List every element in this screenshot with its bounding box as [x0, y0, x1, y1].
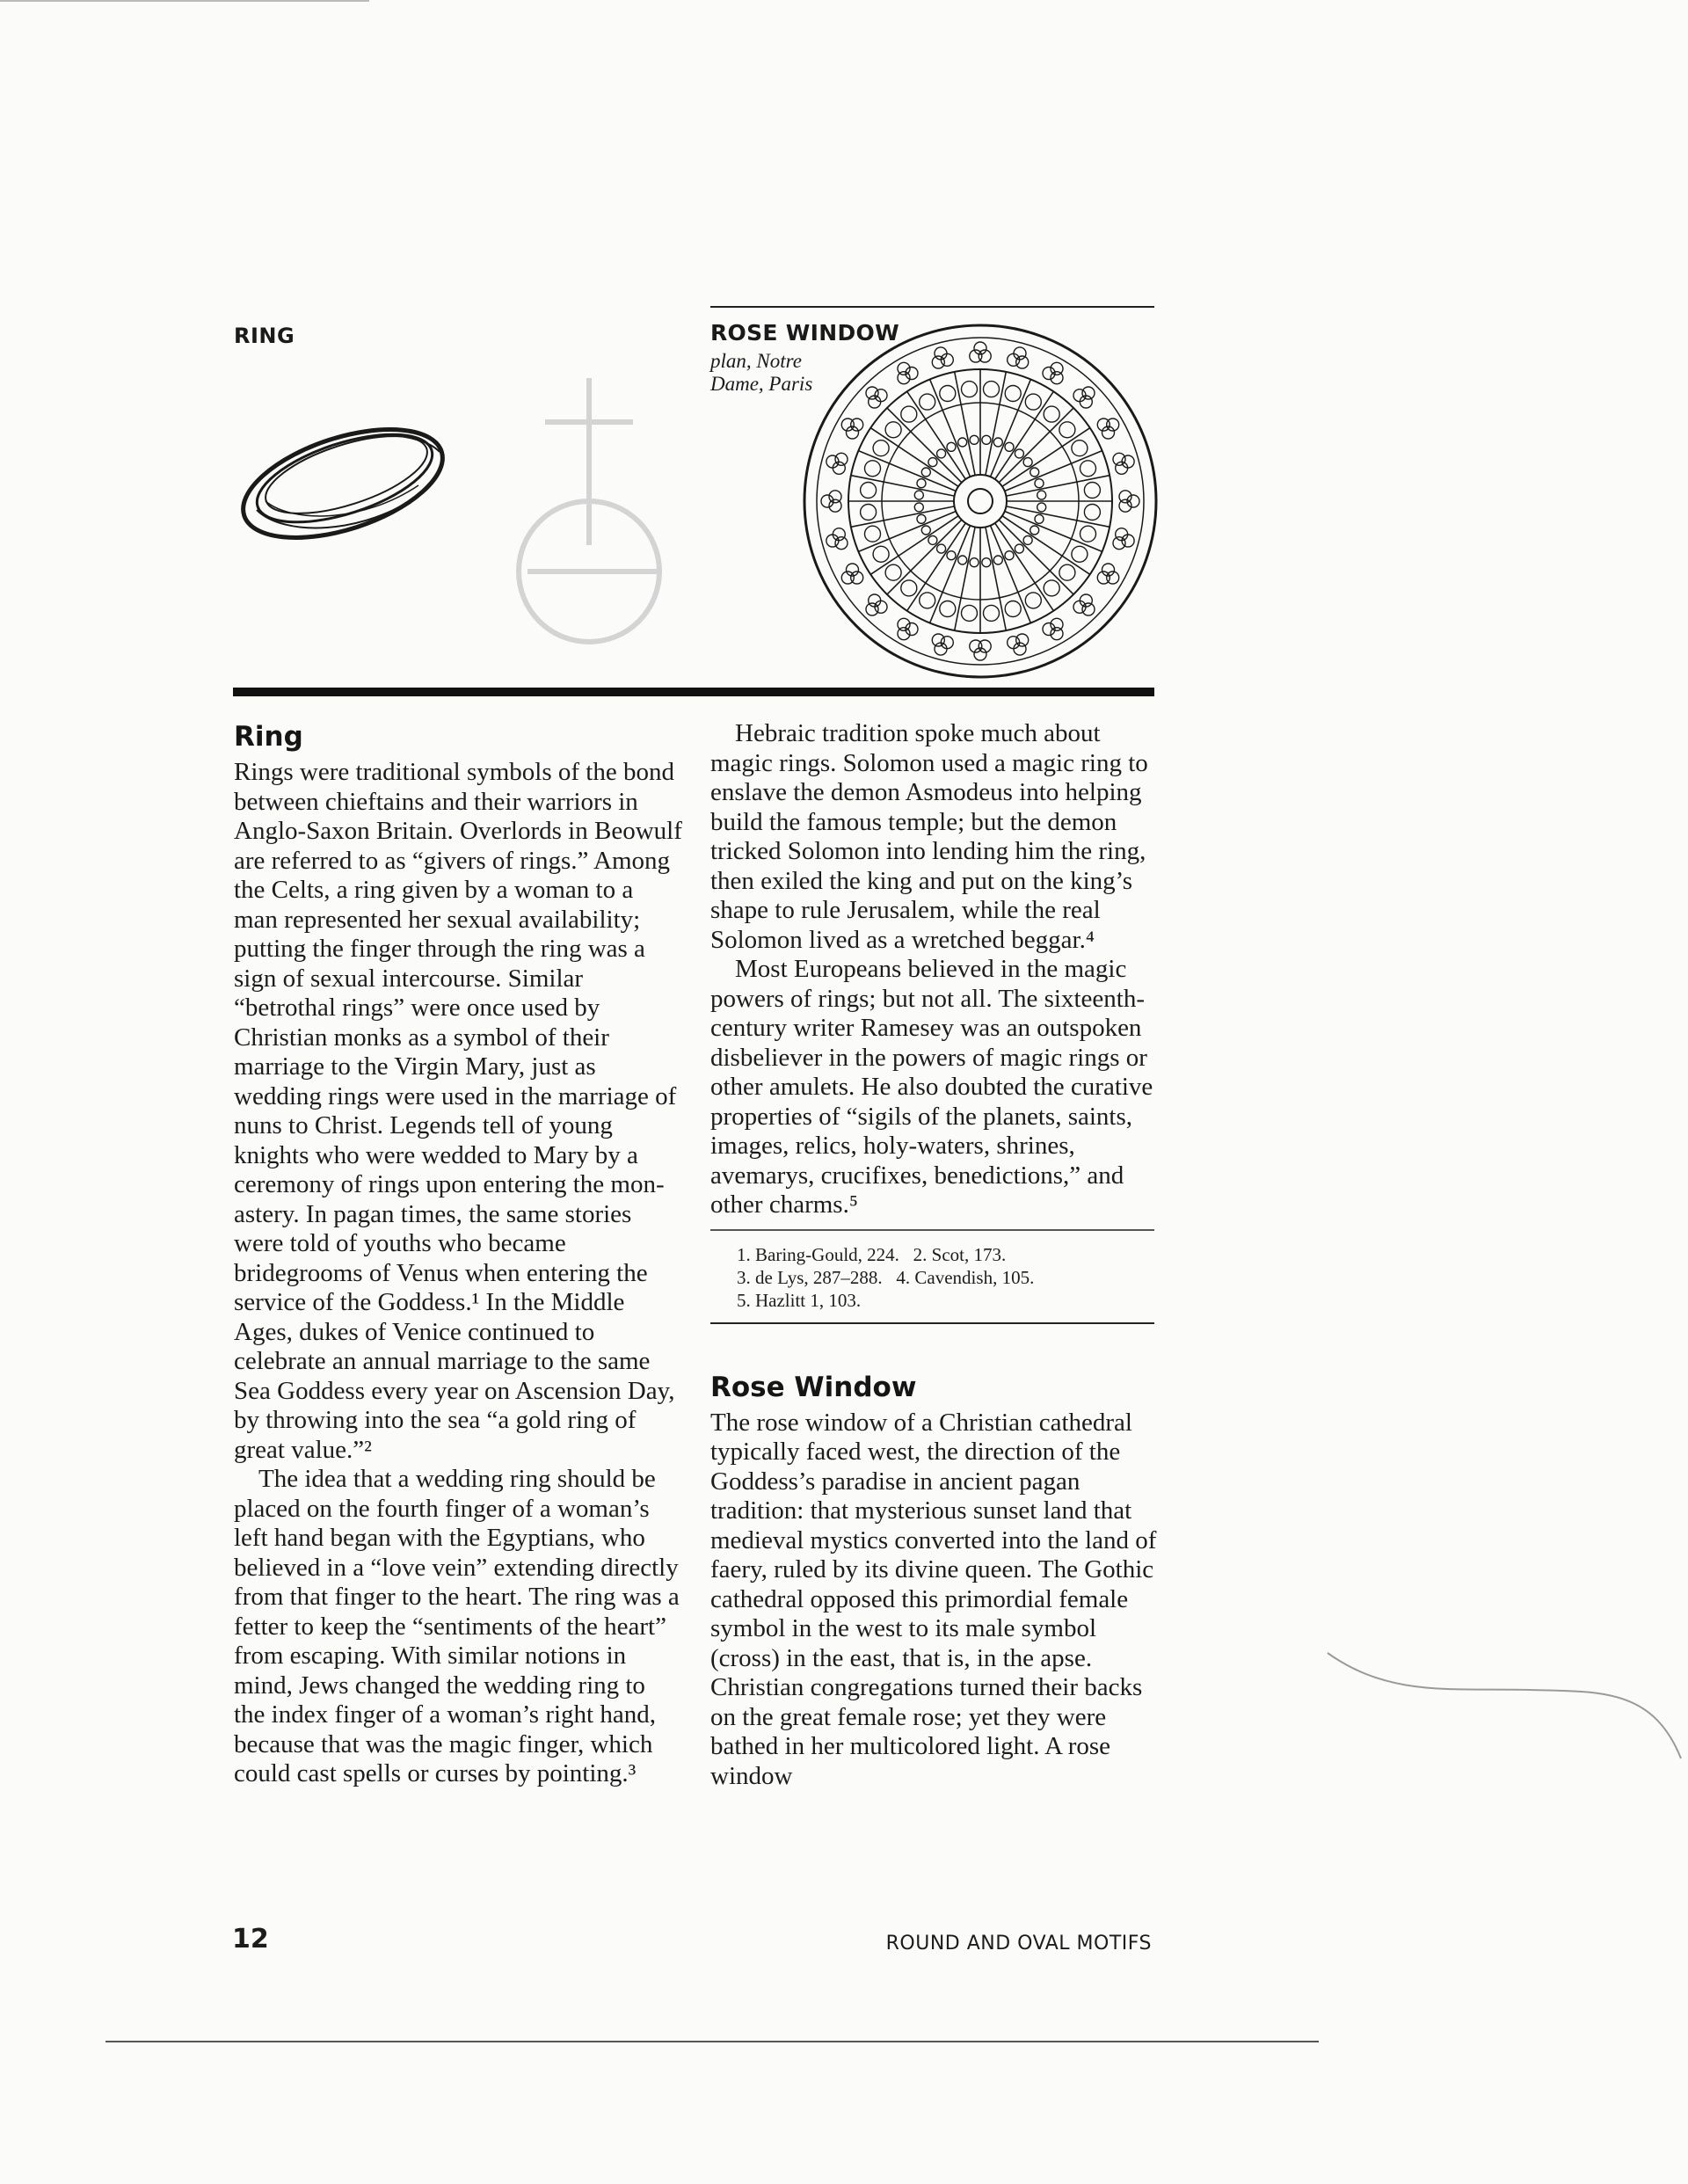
- rose-window-paragraph: The rose window of a Christian cathedral typically faced west, the direction of the Goddess’s paradise in ancient pagan tradition: that mysterious sunset land that medieval mystics converted into the land of faery, ruled by its divine queen. The Gothic cathedral opposed this primordial female symbol in the west to its male symbol (cross) in the east, that is, in the apse. Christian congregations turned their backs on the great female rose; yet they were bathed in her multicolored light. A rose window: [710, 1408, 1157, 1790]
- ring-caption: RING: [234, 324, 295, 348]
- ring-paragraph-2: The idea that a wedding ring should be placed on the fourth finger of a woman’s left hand began with the Egyptians, who believed in a “love vein” extending directly from that finger to the heart. The ring was a fetter to keep the “sentiments of the heart” from escaping. With similar notions in mind, Jews changed the wedding ring to the index finger of a woman’s right hand, because that was the magic finger, which could cast spells or curses by pointing.³: [234, 1465, 680, 1787]
- notes-rule-top: [710, 1229, 1154, 1231]
- ring-illustration: [230, 413, 461, 545]
- rose-window-illustration: [796, 321, 1165, 681]
- ring-paragraph-1: Rings were traditional symbols of the bond between chieftains and their warriors in Anglo-Saxon Britain. Overlords in Beowulf are referred to as “givers of rings.” Among the Celts, a ring given by a woman to a man represented her sexual availability; putting the finger through the ring was a sign of sexual intercourse. Similar “betrothal rings” were once used by Christian monks as a symbol of their marriage to the Virgin Mary, just as wedding rings were used in the marriage of nuns to Christ. Legends tell of young knights who were wedded to Mary by a ceremony of rings upon entering the monastery. In pagan times, the same stories were told of youths who became bridegrooms of Venus when entering the service of the Goddess.¹ In the Middle Ages, dukes of Venice continued to celebrate an annual marriage to the same Sea Goddess every year on Ascension Day, by throwing into the sea “a gold ring of great value.”²: [234, 758, 682, 1464]
- scan-bottom-edge: [106, 2041, 1319, 2042]
- section-divider-rule: [233, 688, 1154, 696]
- rose-window-subcaption: plan, Notre Dame, Paris: [710, 350, 813, 395]
- left-column: [234, 719, 682, 1789]
- endnotes: [710, 1243, 1159, 1312]
- right-column: [710, 719, 1159, 1791]
- page-number: 12: [232, 1924, 269, 1955]
- endnote-line: 5. Hazlitt 1, 103.: [737, 1289, 862, 1311]
- scan-edge-line: [0, 0, 369, 2]
- section-title: ROUND AND OVAL MOTIFS: [885, 1933, 1152, 1955]
- rose-window-caption: ROSE WINDOW: [710, 320, 899, 346]
- endnote-line: 3. de Lys, 287–288. 4. Cavendish, 105.: [737, 1266, 1035, 1288]
- ring-heading: Ring: [234, 721, 303, 753]
- endnote-line: 1. Baring-Gould, 224. 2. Scot, 173.: [737, 1243, 1007, 1265]
- ring-paragraph-4: Most Europeans believed in the magic powers of rings; but not all. The sixteenth-century writer Ramesey was an outspoken disbeliever in the powers of magic rings or other amulets. He also doubted the curative properties of “sigils of the planets, saints, images, relics, holy-waters, shrines, avemarys, crucifixes, benedictions,” and other charms.⁵: [710, 955, 1153, 1219]
- rose-window-heading: Rose Window: [710, 1371, 917, 1403]
- bleed-through-cross-symbol: [510, 369, 695, 659]
- ring-paragraph-3: Hebraic tradition spoke much about magic rings. Solomon used a magic ring to enslave the demon Asmodeus into helping build the famous temple; but the demon tricked Solomon into lending him the ring, then exiled the king and put on the king’s shape to rule Jerusalem, while the real Solomon lived as a wretched beggar.⁴: [710, 719, 1148, 954]
- page-curl-mark: [1319, 1635, 1688, 1776]
- header-rule: [710, 306, 1154, 308]
- notes-rule-bottom: [710, 1322, 1154, 1324]
